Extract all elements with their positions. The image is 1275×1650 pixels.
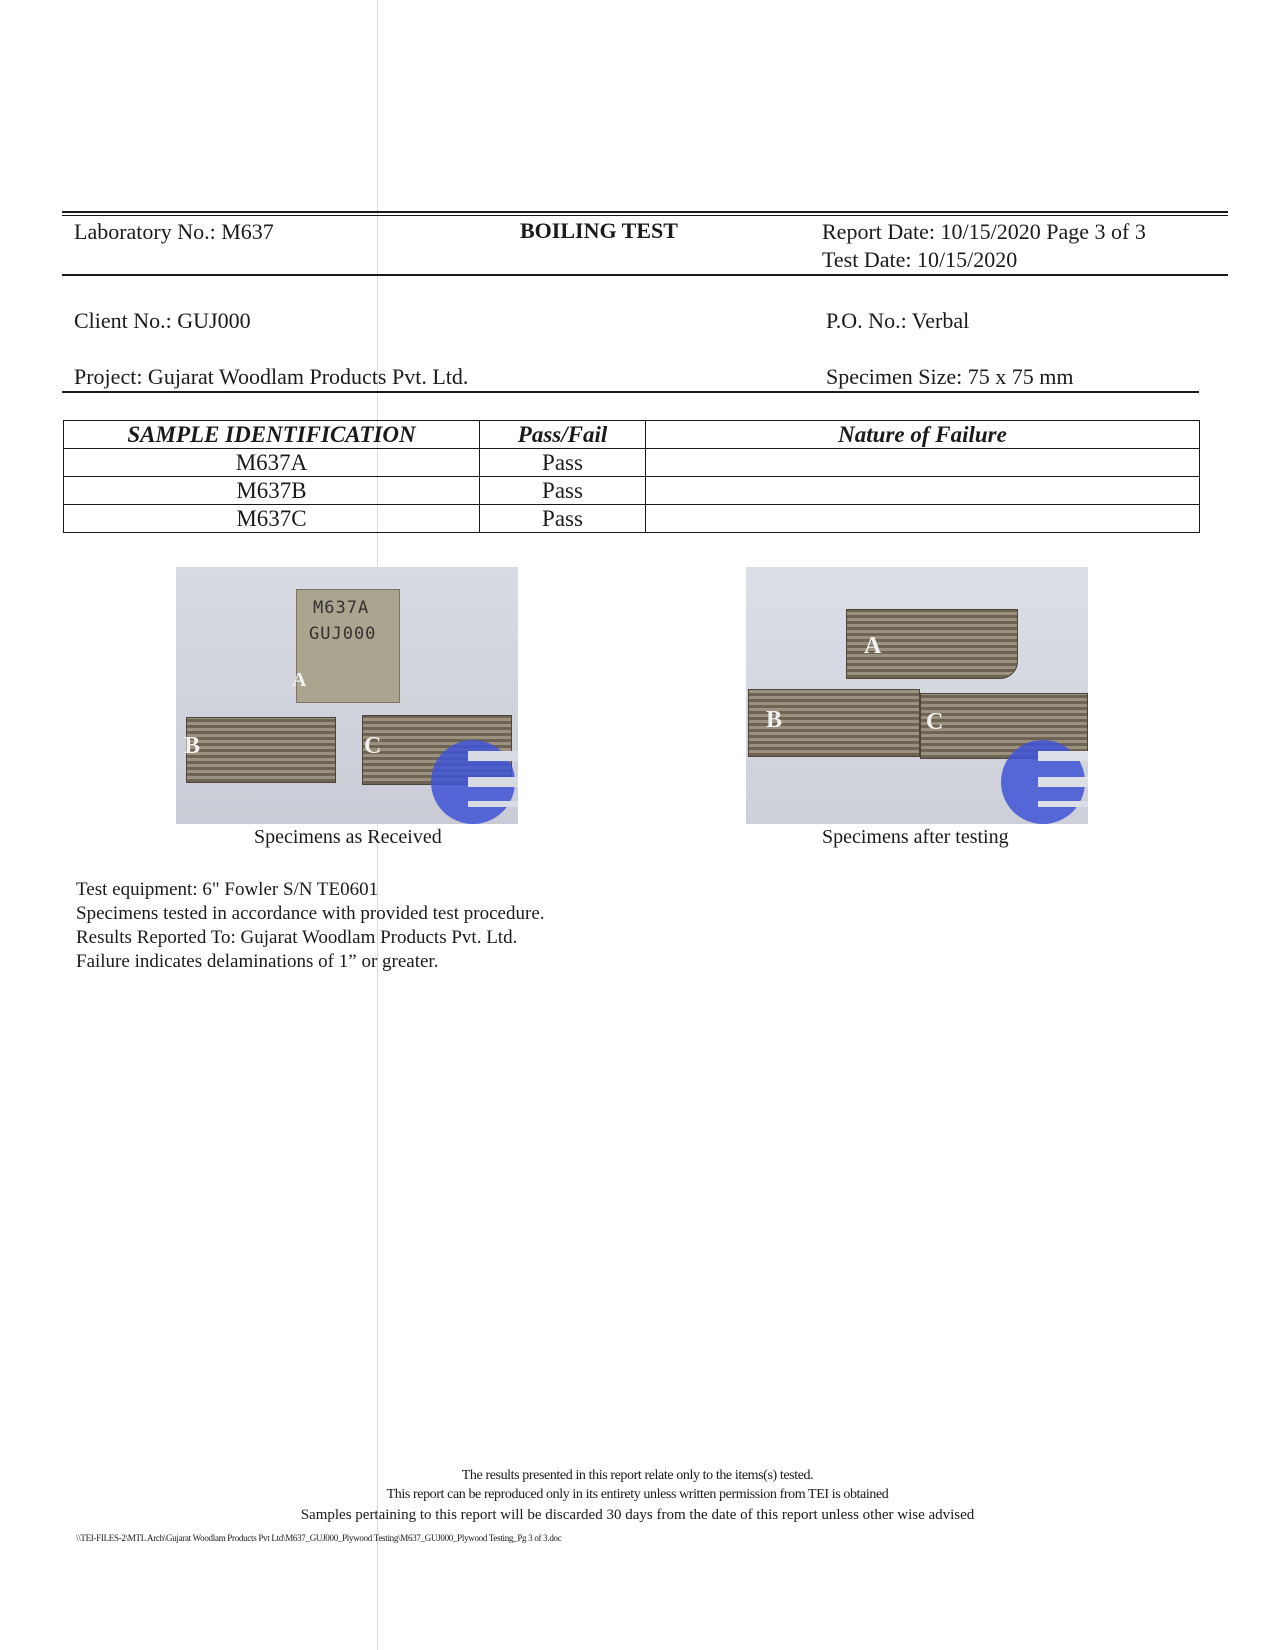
photo-specimens-after-testing <box>746 567 1088 824</box>
footer-disclaimer-2: This report can be reproduced only in its entirety unless written permission from TEI is obtained <box>386 1487 889 1502</box>
header-pass-fail: Pass/Fail <box>480 421 646 449</box>
note-equipment: Test equipment: 6" Fowler S/N TE0601 <box>76 879 379 900</box>
scan-artifact-line <box>377 0 378 1650</box>
caption-as-received: Specimens as Received <box>254 826 442 848</box>
specimen-letter-c: C <box>926 709 944 735</box>
test-notes <box>76 878 545 974</box>
test-date: Test Date: 10/15/2020 <box>822 247 1018 272</box>
table-header-row <box>64 421 1200 449</box>
header-top-rule-thin <box>62 215 1228 216</box>
info-rule <box>62 391 1199 393</box>
photo-specimens-as-received <box>176 567 518 824</box>
specimen-letter-a: A <box>292 669 307 691</box>
footer-file-path: \\TEI-FILES-2\MTL Arch\Gujarat Woodlam Products Pvt Ltd\M637_GUJ000_Plywood Testing\M637_GUJ000_Plywood Testing_Pg 3 of 3.doc <box>76 1533 562 1543</box>
specimen-mark-client: GUJ000 <box>309 624 377 644</box>
specimen-letter-b: B <box>184 733 201 759</box>
tei-logo-icon <box>998 737 1088 824</box>
lab-number: Laboratory No.: M637 <box>74 219 274 244</box>
header-nature-of-failure: Nature of Failure <box>646 421 1200 449</box>
specimen-b-block <box>186 717 336 783</box>
failure-cell <box>646 449 1200 477</box>
header-sample-identification: SAMPLE IDENTIFICATION <box>64 421 480 449</box>
sample-id-cell: M637C <box>64 505 480 533</box>
header-top-rule <box>62 211 1228 213</box>
note-failure-definition: Failure indicates delaminations of 1” or greater. <box>76 951 439 972</box>
caption-after-testing: Specimens after testing <box>822 826 1009 848</box>
report-date: Report Date: 10/15/2020 Page 3 of 3 <box>822 219 1146 244</box>
failure-cell <box>646 505 1200 533</box>
po-number: P.O. No.: Verbal <box>826 308 970 333</box>
footer-disclaimer-1: The results presented in this report relate only to the items(s) tested. <box>461 1468 814 1483</box>
note-reported-to: Results Reported To: Gujarat Woodlam Products Pvt. Ltd. <box>76 927 518 948</box>
pass-fail-cell: Pass <box>480 505 646 533</box>
specimen-a-face <box>296 589 400 703</box>
header-bottom-rule <box>62 274 1228 276</box>
tei-logo-icon <box>428 737 518 824</box>
results-table <box>63 420 1200 533</box>
table-row <box>64 505 1200 533</box>
report-title: BOILING TEST <box>520 218 678 243</box>
sample-id-cell: M637A <box>64 449 480 477</box>
pass-fail-cell: Pass <box>480 449 646 477</box>
specimen-mark-id: M637A <box>313 598 370 618</box>
table-row <box>64 449 1200 477</box>
failure-cell <box>646 477 1200 505</box>
note-procedure: Specimens tested in accordance with provided test procedure. <box>76 903 545 924</box>
table-row <box>64 477 1200 505</box>
pass-fail-cell: Pass <box>480 477 646 505</box>
sample-id-cell: M637B <box>64 477 480 505</box>
specimen-letter-b: B <box>766 707 783 733</box>
specimen-letter-c: C <box>364 733 382 759</box>
project-name: Project: Gujarat Woodlam Products Pvt. Ltd. <box>74 364 469 389</box>
client-number: Client No.: GUJ000 <box>74 308 251 333</box>
specimen-letter-a: A <box>864 633 882 659</box>
specimen-size: Specimen Size: 75 x 75 mm <box>826 364 1074 389</box>
footer-disclaimer-3: Samples pertaining to this report will be discarded 30 days from the date of this report unless other wise advised <box>300 1507 975 1523</box>
